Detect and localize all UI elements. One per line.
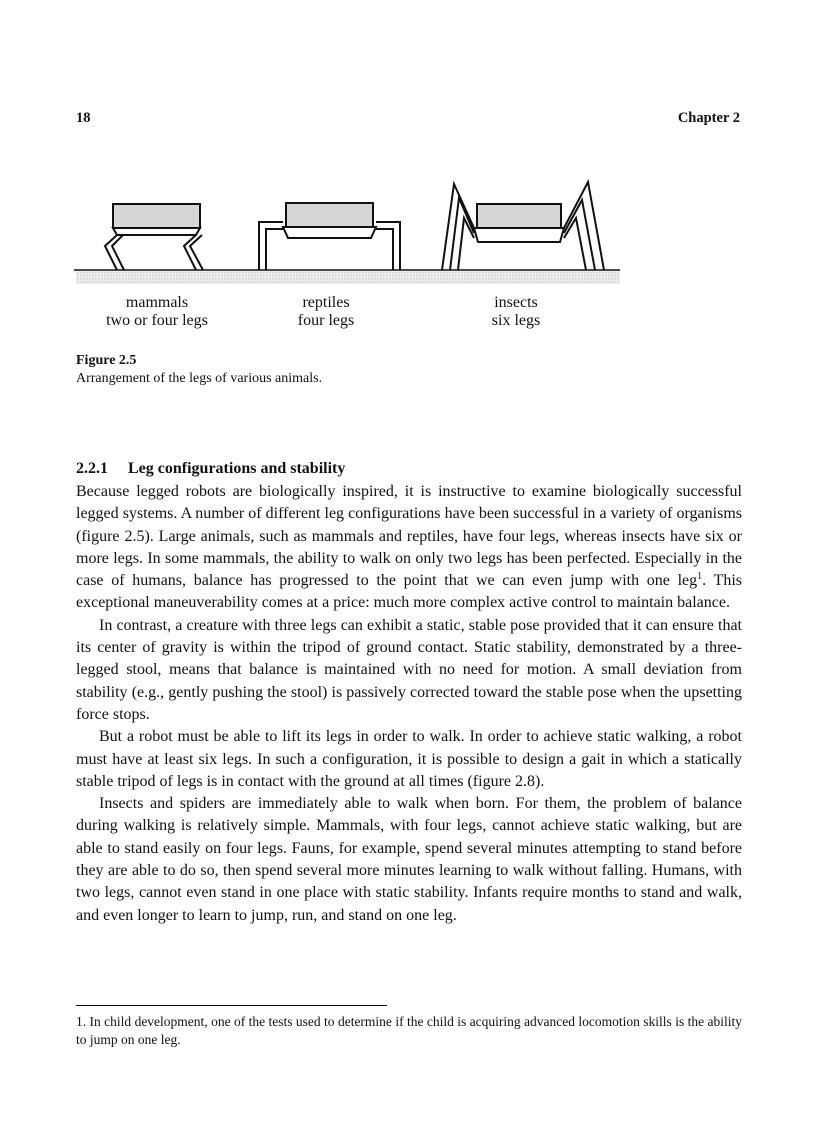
label-mammals-legs: two or four legs: [106, 312, 208, 329]
label-insects-name: insects: [494, 294, 538, 311]
leg-arrangement-figure: [74, 176, 624, 296]
paragraph-4: Insects and spiders are immediately able to walk when born. For them, the problem of balance during walking is relatively simple. Mammals, with four legs, cannot achieve static walking, but are able to stand easily on four legs. Fauns, for example, spend several minutes attempting to stand before they are able to do so, then spend several more minutes learning to walk without falling. Humans, with two legs, cannot even stand in one place with static stability. Infants require months to stand and walk, and even longer to learn to jump, run, and stand on one leg.: [76, 795, 742, 924]
body-text: [76, 481, 742, 927]
label-insects-legs: six legs: [491, 312, 541, 329]
footnote-marker: 1.: [76, 1014, 87, 1029]
section-heading: [76, 460, 345, 478]
figure-caption-title: Figure 2.5: [76, 353, 137, 368]
footnote-divider: [76, 1005, 387, 1006]
reptile-drawing: [259, 203, 400, 270]
label-reptiles-name: reptiles: [302, 294, 350, 311]
label-mammals: [96, 294, 218, 330]
paragraph-1-part-a: Because legged robots are biologically inspired, it is instructive to examine biologically successful legged systems. A number of different leg configurations have been successful in a variety of organisms (figure 2.5). Large animals, such as mammals and reptiles, have four legs, whereas insects have six or more legs. In some mammals, the ability to walk on only two legs has been perfected. Especially in the case of humans, balance has progressed to the point that we can even jump with one leg: [76, 483, 742, 590]
label-insects: [466, 294, 566, 330]
section-number: 2.2.1: [76, 460, 108, 477]
ground-hatch: [76, 270, 620, 284]
insect-drawing: [442, 182, 604, 270]
footnote-reference[interactable]: 1: [697, 571, 703, 583]
page-header: [76, 110, 740, 130]
figure-caption-text: Arrangement of the legs of various animals.: [76, 371, 323, 386]
label-reptiles-legs: four legs: [297, 312, 355, 329]
figure-caption: [76, 352, 322, 388]
chapter-label: Chapter 2: [677, 110, 740, 126]
page-number: 18: [76, 110, 91, 126]
mammal-drawing: [105, 204, 203, 270]
footnote-text: In child development, one of the tests used to determine if the child is acquiring advanced locomotion skills is the ability to jump on one leg.: [76, 1014, 742, 1047]
paragraph-1-part-b: . This exceptional maneuverability comes at a price: much more complex active control to maintain balance.: [76, 572, 743, 612]
label-reptiles: [268, 294, 384, 330]
label-mammals-name: mammals: [125, 294, 189, 311]
paragraph-3: But a robot must be able to lift its legs in order to walk. In order to achieve static walking, a robot must have at least six legs. In such a configuration, it is possible to design a gait in which a statically stable tripod of legs is in contact with the ground at all times (figure 2.8).: [76, 728, 742, 790]
paragraph-1: [76, 481, 742, 615]
footnote: [76, 1013, 742, 1049]
paragraph-2: In contrast, a creature with three legs can exhibit a static, stable pose provided that it can ensure that its center of gravity is within the tripod of ground contact. Static stability, demonstrated by a three-legged stool, means that balance is maintained with no need for motion. A small deviation from stability (e.g., gently pushing the stool) is passively corrected toward the stable pose when the upsetting force stops.: [76, 616, 742, 723]
section-title: Leg configurations and stability: [128, 460, 346, 477]
